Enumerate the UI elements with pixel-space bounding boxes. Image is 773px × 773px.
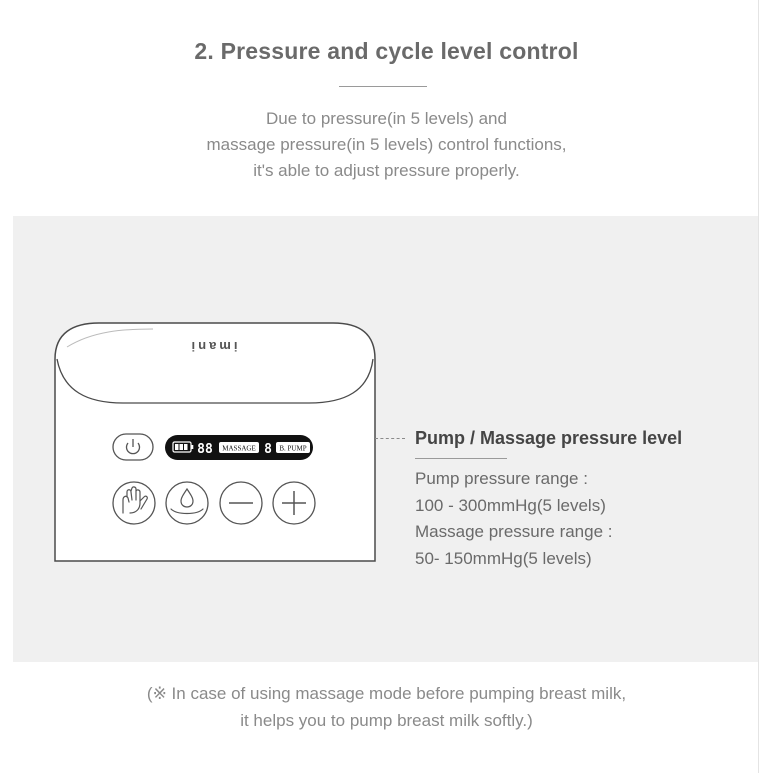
brand-logo: imani [188, 339, 238, 354]
massage-level-digit: 8 [264, 442, 272, 457]
massage-mode-button[interactable] [113, 482, 155, 524]
intro-line: massage pressure(in 5 levels) control functions, [206, 135, 567, 154]
footnote [0, 680, 773, 734]
title-underline [339, 86, 427, 87]
lcd-display [165, 435, 313, 460]
footnote-line: (※ In case of using massage mode before pumping breast milk, [146, 684, 627, 703]
breast-pump-device [53, 319, 379, 569]
spec-line: 100 - 300mmHg(5 levels) [415, 495, 606, 515]
spec-title: Pump / Massage pressure level [415, 428, 683, 448]
intro-line: Due to pressure(in 5 levels) and [266, 109, 507, 128]
spec-line: 50- 150mmHg(5 levels) [415, 548, 592, 568]
decrease-level-button[interactable] [220, 482, 262, 524]
spec-details [415, 466, 613, 572]
intro-text [0, 106, 773, 184]
product-panel [13, 216, 758, 662]
section-title: 2. Pressure and cycle level control [194, 38, 579, 64]
pump-label: B. PUMP [279, 444, 307, 453]
increase-level-button[interactable] [273, 482, 315, 524]
power-button[interactable] [113, 434, 153, 460]
spec-line: Massage pressure range : [415, 522, 613, 541]
spec-line: Pump pressure range : [415, 469, 588, 488]
intro-line: it's able to adjust pressure properly. [253, 161, 520, 180]
pump-mode-button[interactable] [166, 482, 208, 524]
spec-title-underline [415, 458, 507, 459]
footnote-line: it helps you to pump breast milk softly.) [240, 711, 533, 730]
pump-level-digits: 88 [197, 442, 213, 457]
massage-label: MASSAGE [222, 444, 256, 453]
callout-dashed-line [375, 438, 405, 439]
